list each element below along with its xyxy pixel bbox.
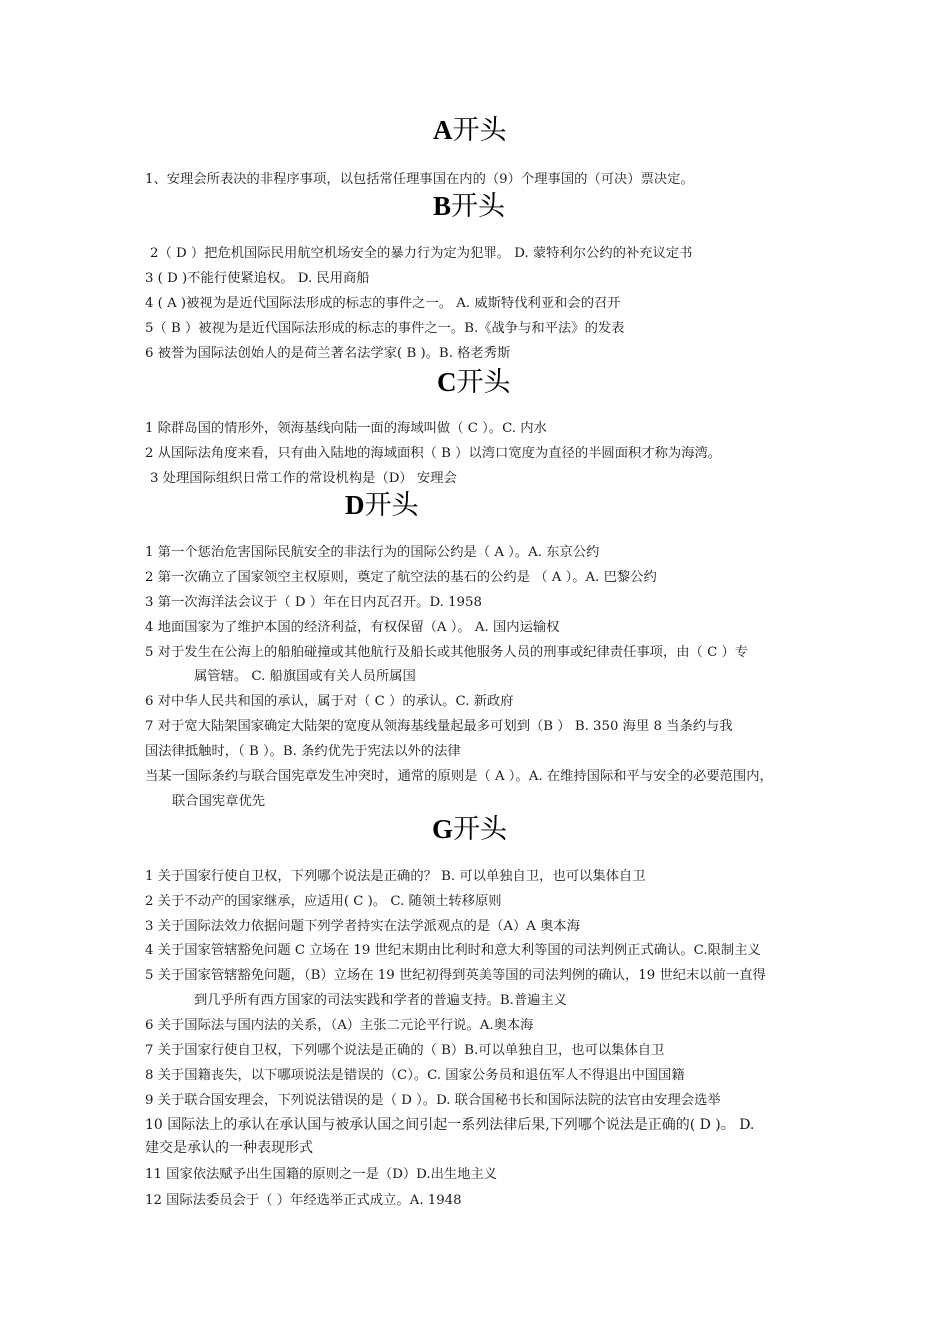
heading-letter: D [345,490,365,520]
question-line: 6 关于国际法与国内法的关系，（A）主张二元论平行说。A.奥本海 [145,1018,534,1033]
question-line: 6 被誉为国际法创始人的是荷兰著名法学家( B )。B. 格老秀斯 [145,346,511,361]
question-line: 5 对于发生在公海上的船舶碰撞或其他航行及船长或其他服务人员的刑事或纪律责任事项，由（ C ）专 [145,645,749,660]
question-line: 6 对中华人民共和国的承认，属于对（ C ）的承认。C. 新政府 [145,694,514,709]
question-line-continued: 国法律抵触时，（ B ）。B. 条约优先于宪法以外的法律 [145,744,461,759]
question-line: 4 地面国家为了维护本国的经济利益，有权保留（A ）。 A. 国内运输权 [145,620,560,635]
question-line: 1 关于国家行使自卫权，下列哪个说法是正确的？ B. 可以单独自卫，也可以集体自卫 [145,869,646,884]
question-line: 2 从国际法角度来看，只有曲入陆地的海域面积（ B ）以湾口宽度为直径的半圆面积才称为海湾。 [145,446,722,461]
question-line: 5 关于国家管辖豁免问题，（B）立场在 19 世纪初得到英美等国的司法判例的确认，19 世纪末以前一直得 [145,968,766,983]
question-line: 7 对于宽大陆架国家确定大陆架的宽度从领海基线量起最多可划到（B ） B. 350 海里 8 当条约与我 [145,719,733,734]
section-heading-g [432,813,507,845]
question-line: 8 关于国籍丧失，以下哪项说法是错误的（C）。C. 国家公务员和退伍军人不得退出中国国籍 [145,1068,685,1083]
question-line: 当某一国际条约与联合国宪章发生冲突时，通常的原则是（ A ）。A. 在维持国际和平与安全的必要范围内， [145,769,773,784]
heading-suffix: 开头 [452,115,507,145]
question-line-continued: 到几乎所有西方国家的司法实践和学者的普遍支持。B.普遍主义 [194,993,568,1008]
question-line: 10 国际法上的承认在承认国与被承认国之间引起一系列法律后果,下列哪个说法是正确的( D )。 D. [145,1117,755,1133]
question-line-continued: 属管辖。 C. 船旗国或有关人员所属国 [194,669,416,684]
question-line: 2 第一次确立了国家领空主权原则，奠定了航空法的基石的公约是 （ A ）。A. 巴黎公约 [145,570,657,585]
question-line-continued: 联合国宪章优先 [172,794,266,809]
heading-letter: C [437,367,457,397]
question-line: 4 关于国家管辖豁免问题 C 立场在 19 世纪末期由比利时和意大利等国的司法判例正式确认。C.限制主义 [145,943,761,958]
section-heading-b [433,190,505,222]
question-line: 1 除群岛国的情形外，领海基线向陆一面的海域叫做（ C ）。C. 内水 [145,421,547,436]
question-line: 5（ B ）被视为是近代国际法形成的标志的事件之一。B.《战争与和平法》的发表 [145,321,625,336]
question-line: 12 国际法委员会于（ ）年经选举正式成立。A. 1948 [145,1193,462,1208]
heading-suffix: 开头 [364,490,419,520]
question-line: 3 关于国际法效力依据问题下列学者持实在法学派观点的是（A）A 奥本海 [145,919,581,934]
heading-letter: B [433,191,452,221]
question-line: 1 第一个惩治危害国际民航安全的非法行为的国际公约是（ A ）。A. 东京公约 [145,545,600,560]
heading-suffix: 开头 [451,191,506,221]
question-line: 9 关于联合国安理会，下列说法错误的是（ D ）。D. 联合国秘书长和国际法院的法官由安理会选举 [145,1093,721,1108]
section-heading-c [437,366,511,398]
heading-letter: G [432,814,454,844]
heading-letter: A [433,115,453,145]
question-line: 7 关于国家行使自卫权，下列哪个说法是正确的（ B）B.可以单独自卫，也可以集体自卫 [145,1043,665,1058]
question-line: 1、安理会所表决的非程序事项，以包括常任理事国在内的（9）个理事国的（可决）票决定。 [145,172,694,187]
question-line: 4 ( A )被视为是近代国际法形成的标志的事件之一。 A. 威斯特伐利亚和会的召开 [145,296,621,311]
question-line: 11 国家依法赋予出生国籍的原则之一是（D）D.出生地主义 [145,1167,498,1182]
question-line: 3 第一次海洋法会议于（ D ）年在日内瓦召开。D. 1958 [145,595,482,610]
question-line: 3 处理国际组织日常工作的常设机构是（D） 安理会 [150,471,457,486]
section-heading-a [433,114,507,146]
question-line: 2（ D ）把危机国际民用航空机场安全的暴力行为定为犯罪。 D. 蒙特利尔公约的补充议定书 [150,246,693,261]
question-line: 2 关于不动产的国家继承，应适用( C )。 C. 随领土转移原则 [145,894,502,909]
heading-suffix: 开头 [456,367,511,397]
heading-suffix: 开头 [453,814,508,844]
section-heading-d [345,489,419,521]
question-line-continued: 建交是承认的一种表现形式 [145,1140,313,1156]
question-line: 3 ( D )不能行使紧追权。 D. 民用商船 [145,271,370,286]
